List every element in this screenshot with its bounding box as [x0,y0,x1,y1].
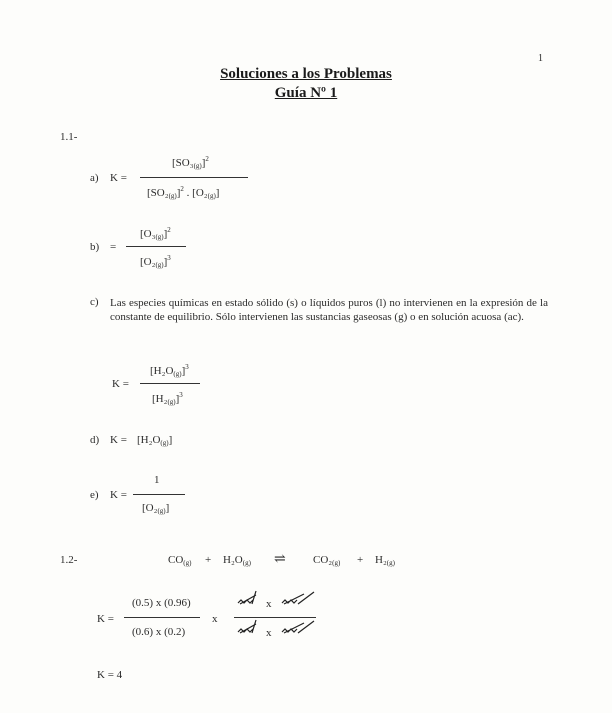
reaction-product-1: $CO_2_{(g)}$ [313,554,341,567]
k-fraction-bar [124,617,200,618]
item-c-fraction-bar [140,383,200,384]
item-b-denominator: $[O_2_{(g)}]^3$ [140,254,171,269]
page-number: 1 [538,53,543,64]
item-b-equals: = [110,241,117,253]
item-e-k: K = [110,489,127,501]
item-c-k: K = [112,378,129,390]
item-d-expression: $[H_2O_{(g)}]$ [137,434,173,447]
item-e-numerator: 1 [154,474,160,486]
item-a-denominator: $[SO_2_{(g)}]^2$ . $[O_2_{(g)}]$ [147,185,220,200]
k-expression-label: K = [97,613,114,625]
item-b-numerator: $[O_3_{(g)}]^2$ [140,226,171,241]
item-a-numerator: $[SO_3_{(g)}]^2$ [172,155,209,170]
k-result: K = 4 [97,669,123,681]
item-c-numerator: $[H_2O_{(g)}]^3$ [150,363,189,378]
k-denominator: (0.6) x (0.2) [132,626,186,638]
item-a-label: a) [90,172,99,184]
equilibrium-arrow-icon: ⇌ [274,552,286,567]
item-e-label: e) [90,489,99,501]
reaction-plus-1: + [205,554,212,566]
reaction-product-2: $H_2_{(g)}$ [375,554,395,567]
item-e-fraction-bar [133,494,185,495]
item-b-fraction-bar [126,246,186,247]
handwritten-cancellation-marks [232,590,322,642]
item-c-label: c) [90,296,99,308]
item-d-k: K = [110,434,127,446]
k-numerator: (0.5) x (0.96) [132,597,191,609]
item-c-paragraph: Las especies químicas en estado sólido (s) o líquidos puros (l) no intervienen en la expresión de la constante de equilibrio. Sólo intervienen las sustancias gaseosas (g) o en solución acuosa (ac). [110,297,548,323]
item-c-denominator: $[H_2_{(g)}]^3$ [152,391,183,406]
item-a-k: K = [110,172,127,184]
item-d-label: d) [90,434,100,446]
multiply-sign: x [212,613,218,625]
strike-numerator-times: x [266,598,272,610]
page-title: Soluciones a los Problemas [220,66,392,82]
item-e-denominator: $[O_2_{(g)}]$ [142,502,170,515]
reaction-plus-2: + [357,554,364,566]
strike-denominator-times: x [266,627,272,639]
reaction-reactant-1: $CO_{(g)}$ [168,554,192,567]
item-b-label: b) [90,241,100,253]
reaction-reactant-2: $H_2O_{(g)}$ [223,554,251,567]
problem-1-1-label: 1.1- [60,131,78,143]
problem-1-2-label: 1.2- [60,554,78,566]
page-subtitle: Guía Nº 1 [274,85,338,101]
item-a-fraction-bar [140,177,248,178]
